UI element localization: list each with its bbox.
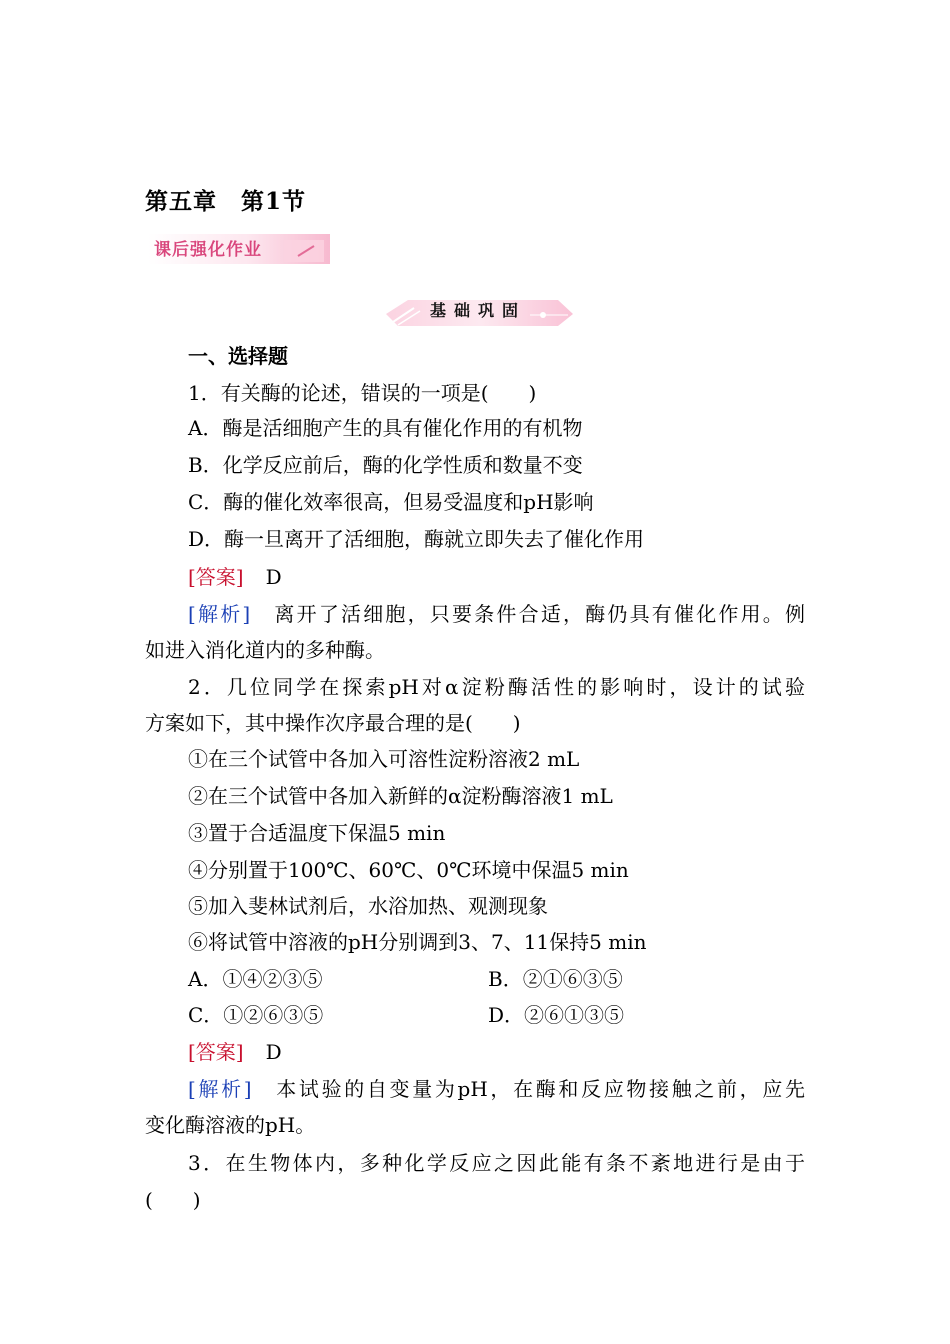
q1-option-c: C．酶的催化效率很高，但易受温度和pH影响 (188, 490, 594, 514)
q3-stem-line2: ( ) (145, 1188, 201, 1212)
part-heading: 一、选择题 (188, 344, 288, 368)
q2-step-1: ①在三个试管中各加入可溶性淀粉溶液2 mL (188, 747, 580, 771)
q1-analysis-line1 (188, 601, 805, 627)
answer-tag: [答案] (188, 1040, 244, 1064)
q2-stem-line1: 2．几位同学在探索pH对α淀粉酶活性的影响时，设计的试验 (188, 675, 805, 699)
q2-answer (188, 1039, 282, 1065)
q1-option-d: D．酶一旦离开了活细胞，酶就立即失去了催化作用 (188, 527, 645, 551)
answer-tag: [答案] (188, 565, 244, 589)
q1-option-a: A．酶是活细胞产生的具有催化作用的有机物 (188, 416, 583, 440)
banner-label: 课后强化作业 (154, 240, 262, 260)
q2-option-d: D．②⑥①③⑤ (488, 1003, 625, 1027)
analysis-tag: [解析] (188, 1077, 252, 1101)
q1-option-b: B．化学反应前后，酶的化学性质和数量不变 (188, 453, 583, 477)
answer-value: D (265, 1040, 282, 1064)
homework-banner (148, 232, 330, 266)
q2-step-6: ⑥将试管中溶液的pH分别调到3、7、11保持5 min (188, 930, 647, 954)
q1-answer (188, 564, 282, 590)
analysis-tag: [解析] (188, 602, 251, 626)
q2-option-a: A．①④②③⑤ (188, 967, 323, 991)
q3-stem-line1: 3．在生物体内，多种化学反应之因此能有条不紊地进行是由于 (188, 1151, 805, 1175)
q2-analysis-line2: 变化酶溶液的pH。 (145, 1113, 316, 1137)
section-banner (378, 294, 573, 330)
q2-stem-line2: 方案如下，其中操作次序最合理的是( ) (145, 711, 521, 735)
analysis-text: 本试验的自变量为pH，在酶和反应物接触之前，应先 (273, 1077, 806, 1101)
q2-step-2: ②在三个试管中各加入新鲜的α淀粉酶溶液1 mL (188, 784, 613, 808)
q1-analysis-line2: 如进入消化道内的多种酶。 (145, 638, 385, 662)
q1-stem: 1．有关酶的论述，错误的一项是( ) (188, 381, 537, 405)
q2-analysis-line1 (188, 1076, 805, 1102)
q2-step-5: ⑤加入斐林试剂后，水浴加热、观测现象 (188, 894, 548, 918)
q2-option-c: C．①②⑥③⑤ (188, 1003, 324, 1027)
section-label: 基础巩固 (430, 301, 527, 320)
answer-value: D (265, 565, 282, 589)
q2-step-4: ④分别置于100℃、60℃、0℃环境中保温5 min (188, 858, 629, 882)
chapter-title: 第五章 第1节 (145, 188, 307, 215)
q2-step-3: ③置于合适温度下保温5 min (188, 821, 446, 845)
analysis-text: 离开了活细胞，只要条件合适，酶仍具有催化作用。例 (272, 602, 806, 626)
q2-option-b: B．②①⑥③⑤ (488, 967, 623, 991)
